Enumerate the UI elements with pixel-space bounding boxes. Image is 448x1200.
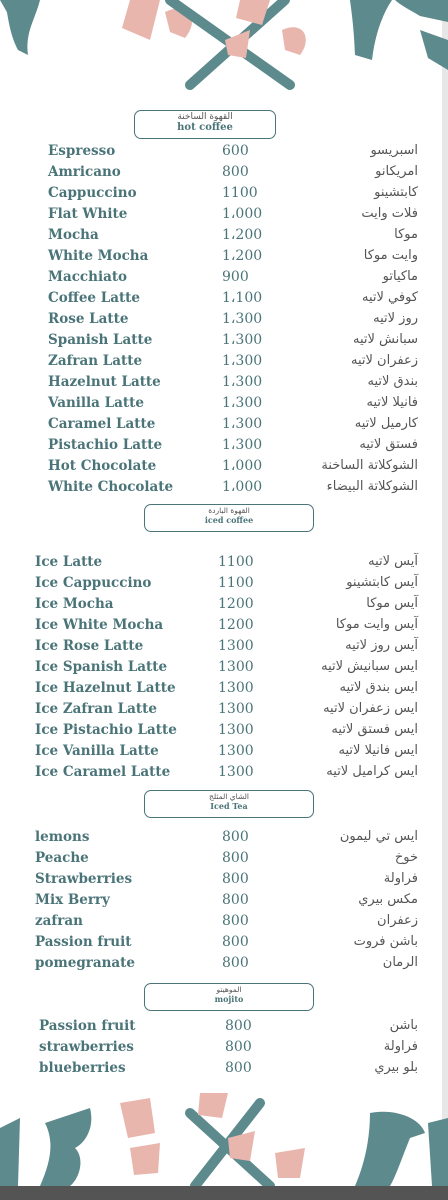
item-name-ar: خوخ (394, 850, 418, 865)
item-name-en: Spanish Latte (48, 332, 153, 348)
item-name-ar: زعفران لاتيه (351, 353, 418, 368)
item-price: 800 (225, 1039, 252, 1055)
item-name-ar: باشن (389, 1018, 418, 1033)
item-name-ar: روز لاتيه (373, 311, 418, 326)
menu-item (0, 458, 448, 478)
menu-item (0, 1060, 448, 1080)
item-name-ar: آيس موكا (366, 596, 418, 611)
item-name-en: Mix Berry (35, 892, 110, 908)
item-name-en: blueberries (39, 1060, 126, 1076)
item-name-ar: الشوكلاتة الساخنة (321, 458, 418, 473)
menu-item (0, 206, 448, 226)
item-name-en: Hot Chocolate (48, 458, 157, 474)
item-name-en: Passion fruit (35, 934, 132, 950)
item-name-en: Espresso (48, 143, 116, 159)
item-price: 1،200 (222, 248, 263, 264)
bottom-edge-strip (0, 1186, 448, 1200)
item-name-en: strawberries (39, 1039, 134, 1055)
item-name-en: Peache (35, 850, 89, 866)
item-price: 1،300 (222, 437, 263, 453)
item-price: 1،300 (222, 332, 263, 348)
section-header-hot-coffee (134, 110, 276, 139)
item-price: 800 (222, 913, 249, 929)
item-price: 1،300 (222, 374, 263, 390)
menu-item (0, 680, 448, 700)
item-name-en: Ice Spanish Latte (35, 659, 168, 675)
item-name-ar: فراولة (383, 871, 418, 886)
item-price: 1،300 (222, 395, 263, 411)
item-price: 1300 (218, 638, 254, 654)
item-name-en: Vanilla Latte (48, 395, 144, 411)
item-name-ar: ماكياتو (382, 269, 418, 284)
menu-item (0, 575, 448, 595)
menu-item (0, 290, 448, 310)
item-name-en: Ice Zafran Latte (35, 701, 157, 717)
item-name-ar: ايس كراميل لاتيه (326, 764, 418, 779)
section-header-mojito (144, 983, 314, 1011)
menu-item (0, 617, 448, 637)
item-name-en: pomegranate (35, 955, 136, 971)
section-header-iced-tea (144, 790, 314, 818)
item-name-en: Coffee Latte (48, 290, 141, 306)
item-name-ar: زعفران (377, 913, 418, 928)
item-name-ar: ايس زعفران لاتيه (323, 701, 418, 716)
item-price: 1،200 (222, 227, 263, 243)
item-name-ar: ايس سبانيش لاتيه (321, 659, 418, 674)
section-title-en: hot coffee (177, 122, 233, 133)
menu-item (0, 596, 448, 616)
item-name-en: Cappuccino (48, 185, 137, 201)
item-price: 1،100 (222, 290, 263, 306)
item-name-ar: باشن فروت (353, 934, 418, 949)
item-name-en: Macchiato (48, 269, 128, 285)
menu-item (0, 227, 448, 247)
item-price: 800 (222, 934, 249, 950)
item-name-en: Hazelnut Latte (48, 374, 161, 390)
item-price: 1،000 (222, 458, 263, 474)
menu-item (0, 701, 448, 721)
section-title-ar: الشاي المثلج (209, 792, 249, 801)
item-name-en: Ice Pistachio Latte (35, 722, 177, 738)
item-price: 1200 (218, 617, 254, 633)
item-price: 800 (225, 1060, 252, 1076)
section-title-ar: الموهيتو (216, 985, 242, 994)
item-name-ar: الرمان (382, 955, 418, 970)
item-price: 800 (222, 850, 249, 866)
item-name-ar: موكا (394, 227, 418, 242)
section-title-ar: القهوة الباردة (208, 506, 250, 515)
item-name-ar: بندق لاتيه (367, 374, 418, 389)
item-price: 1،000 (222, 206, 263, 222)
item-price: 1300 (218, 659, 254, 675)
item-name-en: Mocha (48, 227, 99, 243)
item-name-ar: ايس فانيلا لاتيه (338, 743, 418, 758)
item-name-en: Ice White Mocha (35, 617, 164, 633)
item-price: 600 (222, 143, 249, 159)
item-name-ar: آيس روز لاتيه (345, 638, 418, 653)
section-title-en: mojito (214, 993, 244, 1004)
item-price: 1،000 (222, 479, 263, 495)
item-name-ar: فانيلا لاتيه (366, 395, 418, 410)
item-name-ar: امريكانو (375, 164, 418, 179)
section-title-en: iced coffee (204, 514, 254, 525)
item-name-en: White Mocha (48, 248, 149, 264)
menu-item (0, 850, 448, 870)
item-name-en: Ice Vanilla Latte (35, 743, 159, 759)
logo-pattern-bottom (0, 1093, 448, 1200)
item-name-ar: ايس بندق لاتيه (339, 680, 418, 695)
item-name-ar: ايس تي ليمون (339, 829, 418, 844)
menu-item (0, 871, 448, 891)
item-name-ar: الشوكلاتة البيضاء (326, 479, 418, 494)
item-name-ar: اسبريسو (370, 143, 418, 158)
menu-item (0, 374, 448, 394)
item-name-en: Pistachio Latte (48, 437, 163, 453)
menu-item (0, 659, 448, 679)
item-name-ar: فستق لاتيه (359, 437, 418, 452)
menu-item (0, 829, 448, 849)
item-name-en: Ice Hazelnut Latte (35, 680, 176, 696)
item-name-ar: فلات وايت (361, 206, 418, 221)
menu-item (0, 332, 448, 352)
item-name-en: Ice Mocha (35, 596, 114, 612)
menu-item (0, 913, 448, 933)
menu-item (0, 311, 448, 331)
item-name-en: Ice Latte (35, 554, 103, 570)
item-name-ar: آيس لاتيه (368, 554, 418, 569)
item-price: 800 (225, 1018, 252, 1034)
item-price: 900 (222, 269, 249, 285)
item-name-en: Rose Latte (48, 311, 129, 327)
item-price: 1،300 (222, 311, 263, 327)
item-name-ar: وايت موكا (363, 248, 418, 263)
menu-item (0, 353, 448, 373)
item-price: 800 (222, 829, 249, 845)
menu-item (0, 164, 448, 184)
item-name-en: zafran (35, 913, 83, 929)
item-name-en: Strawberries (35, 871, 133, 887)
item-name-en: White Chocolate (48, 479, 174, 495)
menu-item (0, 479, 448, 499)
item-name-en: Zafran Latte (48, 353, 143, 369)
item-name-ar: فراولة (383, 1039, 418, 1054)
menu-item (0, 638, 448, 658)
item-price: 1100 (218, 575, 254, 591)
item-price: 800 (222, 892, 249, 908)
menu-item (0, 764, 448, 784)
menu-item (0, 395, 448, 415)
item-name-en: Passion fruit (39, 1018, 136, 1034)
menu-item (0, 1039, 448, 1059)
item-price: 1300 (218, 743, 254, 759)
menu-item (0, 934, 448, 954)
item-name-ar: كابتشينو (374, 185, 418, 200)
item-price: 1200 (218, 596, 254, 612)
menu-item (0, 892, 448, 912)
item-name-ar: آيس كابتشينو (346, 575, 418, 590)
item-price: 1،300 (222, 416, 263, 432)
item-name-en: Amricano (48, 164, 121, 180)
item-price: 1300 (218, 680, 254, 696)
item-price: 1300 (218, 764, 254, 780)
item-price: 800 (222, 164, 249, 180)
menu-item (0, 185, 448, 205)
item-name-en: Ice Rose Latte (35, 638, 144, 654)
menu-item (0, 416, 448, 436)
item-name-ar: بلو بيري (374, 1060, 418, 1075)
item-price: 1100 (218, 554, 254, 570)
item-price: 800 (222, 871, 249, 887)
menu-item (0, 143, 448, 163)
item-price: 1300 (218, 701, 254, 717)
item-price: 1،300 (222, 353, 263, 369)
item-price: 800 (222, 955, 249, 971)
section-title-en: Iced Tea (210, 800, 248, 811)
item-price: 1100 (222, 185, 258, 201)
menu-item (0, 554, 448, 574)
menu-item (0, 743, 448, 763)
item-name-ar: مكس بيري (358, 892, 418, 907)
section-header-iced-coffee (144, 504, 314, 532)
menu-item (0, 1018, 448, 1038)
section-title-ar: القهوة الساخنة (177, 112, 233, 122)
menu-item (0, 722, 448, 742)
logo-pattern-top (0, 0, 448, 95)
item-name-en: Ice Caramel Latte (35, 764, 171, 780)
item-price: 1300 (218, 722, 254, 738)
item-name-en: Flat White (48, 206, 128, 222)
item-name-ar: كارميل لاتيه (354, 416, 418, 431)
menu-item (0, 955, 448, 975)
item-name-ar: سبانش لاتيه (352, 332, 418, 347)
item-name-en: lemons (35, 829, 90, 845)
item-name-en: Ice Cappuccino (35, 575, 152, 591)
item-name-ar: ايس فستق لاتيه (331, 722, 418, 737)
menu-item (0, 269, 448, 289)
item-name-ar: آيس وايت موكا (335, 617, 418, 632)
item-name-ar: كوفي لاتيه (361, 290, 418, 305)
item-name-en: Caramel Latte (48, 416, 156, 432)
menu-item (0, 437, 448, 457)
menu-item (0, 248, 448, 268)
